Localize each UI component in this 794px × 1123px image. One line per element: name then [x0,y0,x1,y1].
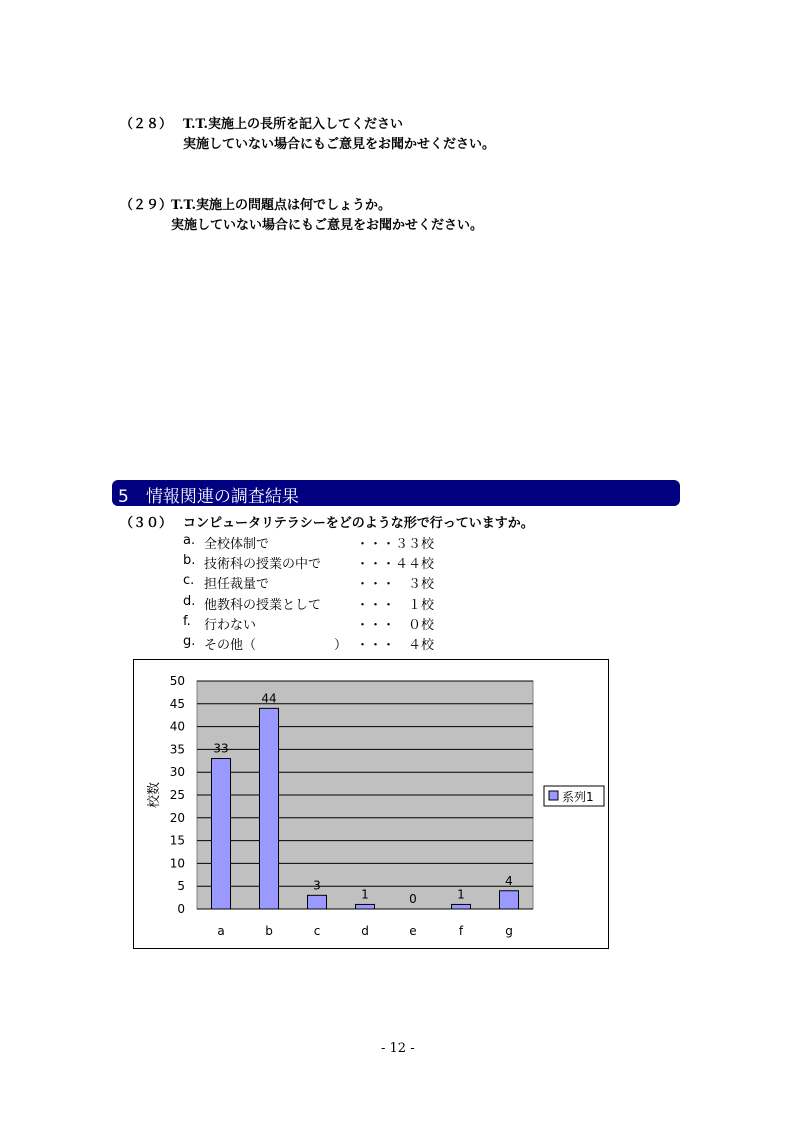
legend-swatch [549,791,558,800]
question-28-line2: 実施していない場合にもご意見をお聞かせください。 [183,137,496,152]
x-tick-label: g [505,924,513,938]
bar [356,904,375,909]
option-label: その他（ ） [204,638,348,653]
option-count: ・・・３３校 [356,537,435,552]
data-label: 1 [361,887,369,902]
x-tick-label: a [217,924,225,938]
page-number: - 12 - [381,1041,415,1056]
y-tick-label: 20 [169,810,185,825]
option-count: ・・・４４校 [356,557,435,572]
data-label: 33 [213,741,229,756]
bar [260,708,279,909]
option-label: 他教科の授業として [204,598,322,613]
legend [544,786,604,806]
question-28-number: （２８） [120,117,173,132]
y-tick-label: 25 [169,788,185,802]
y-tick-label: 15 [169,833,185,848]
option-key: g. [183,634,196,649]
data-label: 1 [457,887,465,902]
x-tick-label: d [361,924,369,938]
section-header [112,480,680,506]
option-label: 行わない [204,618,257,633]
question-29-line2: 実施していない場合にもご意見をお聞かせください。 [171,218,484,233]
y-tick-label: 50 [169,674,185,688]
option-count: ・・・ ４校 [356,638,435,653]
option-key: a. [183,533,196,548]
option-key: d. [183,594,196,609]
bar [212,759,231,909]
data-label: 4 [505,873,513,888]
question-29-line1: T.T.実施上の問題点は何でしょうか。 [171,198,392,213]
y-tick-label: 45 [169,696,185,711]
x-tick-label: c [313,924,321,938]
question-28-line1: T.T.実施上の長所を記入してください [183,117,404,132]
x-tick-label: f [458,924,464,938]
data-label: 3 [313,878,321,893]
y-tick-label: 30 [169,765,185,780]
data-label: 44 [261,691,277,706]
x-tick-label: b [265,924,273,938]
option-key: b. [183,553,196,568]
section-title: 5 情報関連の調査結果 [118,487,299,507]
y-tick-label: 40 [169,719,185,734]
option-label: 担任裁量で [204,577,270,592]
option-label: 全校体制で [204,537,270,552]
option-key: c. [183,573,195,588]
y-tick-label: 5 [177,879,185,894]
chart-svg [134,660,608,948]
y-axis-label: 校数 [147,781,162,809]
bar [452,904,471,909]
bar [500,891,519,909]
bar [308,895,327,909]
option-key: f. [183,614,191,629]
option-count: ・・・ ０校 [356,618,435,633]
option-count: ・・・ ３校 [356,577,435,592]
question-30-number: （３０） [120,516,173,531]
y-tick-label: 0 [177,902,185,916]
x-axis-ticks [217,924,512,938]
question-30-text: コンピュータリテラシーをどのような形で行っていますか。 [183,516,534,531]
option-label: 技術科の授業の中で [204,557,322,572]
data-label: 0 [409,892,417,906]
bar-chart [133,659,609,949]
y-axis-ticks [170,674,185,916]
legend-label: 系列1 [562,790,594,804]
y-tick-label: 35 [169,742,185,757]
option-count: ・・・ １校 [356,598,435,613]
y-tick-label: 10 [169,856,185,871]
question-29-number: （２９） [120,198,173,213]
x-tick-label: e [409,924,417,938]
